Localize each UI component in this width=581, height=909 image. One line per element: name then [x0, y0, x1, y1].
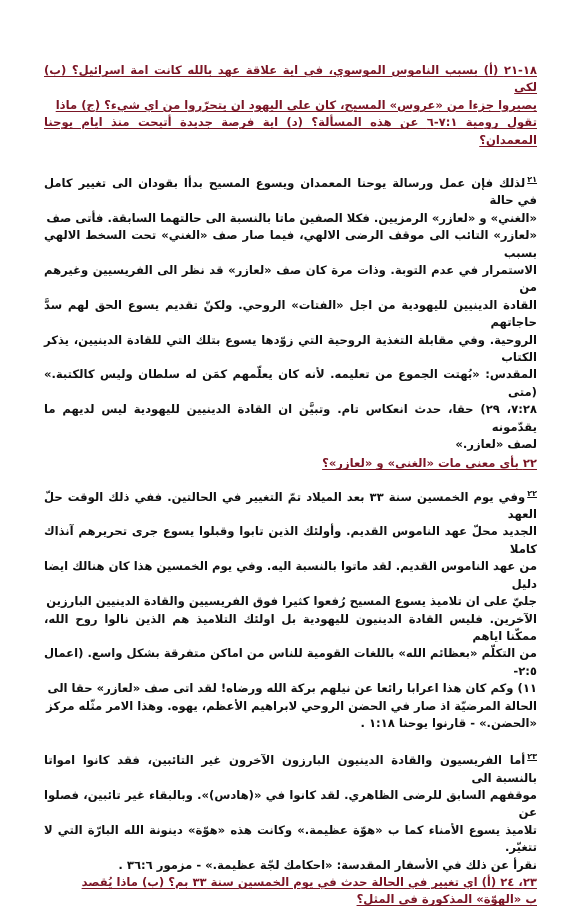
paragraph-line: «الحضن.» - قارنوا يوحنا ١:١٨ . — [360, 715, 537, 730]
paragraph-line: $^{٢٢}$وفي يوم الخمسين سنة ٣٣ بعد الميلاد تمّ التغيير في الحالتين. ففي ذلك الوقت حلّ العهد — [44, 488, 537, 522]
paragraph-line: $^{٢١}$لذلك فإن عمل ورسالة يوحنا المعمدان ويسوع المسيح بدأا بقودان الى تغيير كامل في حالة — [44, 175, 537, 208]
question-line: ١٨-٢١ (أ) بسبب الناموس الموسوي، في اية علاقة عهد بالله كانت امة اسرائيل؟ (ب) لكي — [44, 63, 537, 95]
paragraph-line: الاستمرار في عدم التوبة. وذات مرة كان صف «لعازر» قد نظر الى الفريسيين وغيرهم من — [44, 262, 537, 295]
paragraph-line: الآخرين. فليس القادة الدينيون لليهودية بل اولئك التلاميذ هم الذين نالوا روح الله، ممكّنا اياهم — [44, 611, 537, 643]
paragraph-number: ٢١ — [527, 175, 537, 185]
paragraph-line: المقدس: «بُهتت الجموع من تعليمه. لأنه كان يعلّمهم كمَن له سلطان وليس كالكتبة.» (متى — [44, 367, 537, 399]
paragraph-line: جليّ على ان تلاميذ يسوع المسيح رُفعوا كثيرا فوق الفريسيين والقادة الدينيين البارزين — [46, 594, 537, 609]
study-question-22 — [44, 455, 537, 472]
paragraph-line: لصف «لعازر.» — [455, 436, 537, 451]
paragraph-line: الروحية. وفي مقابلة التغذية الروحية التي زوّدها يسوع بتلك التي للقادة الدينيين، يذكر الكتاب — [44, 332, 537, 364]
paragraph-line: موقفهم السابق للرضى الظاهري. لقد كانوا في «(هادس)». وبالبقاء غير تائبين، فصلوا عن — [44, 788, 537, 820]
paragraph-line: الحالة المرضيّة اذ صار في الحضن الروحي لابراهيم الأعظم، يهوه. وهذا الامر مثّله مركز — [46, 698, 537, 713]
question-line: ٢٣، ٢٤ (أ) اي تغيير في الحالة حدث في يوم الخمسين سنة ٣٣ بم؟ (ب) ماذا يُقصد — [81, 875, 537, 890]
paragraph-21 — [44, 171, 537, 453]
paragraph-line: «لعازر» التائب الى موقف الرضى الالهي، فيما صار صف «الغني» تحت السخط الالهي بسبب — [44, 228, 537, 260]
paragraph-line: القادة الدينيين لليهودية من اجل «الفتات» الروحي. ولكنّ تقديم يسوع الحق لهم سدَّ حاجاتهم — [44, 297, 537, 330]
study-questions-18-21 — [44, 62, 537, 149]
question-line: ٢٢ بأي معنى مات «الغني» و «لعازر»؟ — [322, 456, 537, 471]
paragraph-23 — [44, 748, 537, 874]
question-line: يصيروا جزءا من «عروس» المسيح، كان على اليهود ان يتحرّروا من اي شيء؟ (ج) ماذا — [55, 97, 537, 112]
paragraph-line: $^{٢٣}$أما الفريسيون والقادة الدينيون البارزون الآخرون غير التائبين، فقد كانوا امواتا بالنسبة الى — [44, 752, 537, 785]
paragraph-number: ٢٢ — [527, 488, 537, 498]
paragraph-line: من عهد الناموس القديم. لقد ماتوا بالنسبة اليه. وفي يوم الخمسين هذا كان هنالك ايضا دليل — [44, 559, 537, 591]
paragraph-22 — [44, 485, 537, 733]
study-questions-23-24 — [44, 874, 537, 909]
paragraph-number: ٢٣ — [527, 752, 537, 762]
question-line: تقول رومية ٧:١-٦ عن هذه المسألة؟ (د) اية فرصة جديدة أتيحت منذ ايام يوحنا المعمدان؟ — [44, 115, 537, 147]
paragraph-line: من التكلّم «بعظائم الله» باللغات القومية للناس من اماكن متفرقة بشكل واسع. (اعمال ٢:٥- — [44, 646, 537, 678]
paragraph-line: ١١) وكم كان هذا اعرابا رائعا عن نيلهم بركة الله ورضاه! لقد اتى صف «لعازر» حقا الى — [47, 681, 537, 696]
paragraph-line: تلاميذ يسوع الأمناء كما ب «هوّة عظيمة.» وكانت هذه «هوّة» دينونة الله البارّة التي لا تتغيّر. — [44, 822, 537, 855]
paragraph-line: ٧:٢٨، ٢٩) حقا، حدث انعكاس تام. وتبيَّن ان القادة الدينيين لليهودية ليس لديهم ما يقدّمونه — [44, 402, 537, 434]
paragraph-line: «الغني» و «لعازر» الرمزيين. فكلا الصفين ماتا بالنسبة الى حالتهما السابقة. فأتى صف — [46, 210, 537, 225]
question-line: ب «الهوّة» المذكورة في المثل؟ — [356, 892, 537, 907]
paragraph-line: نقرأ عن ذلك في الأسفار المقدسة: «احكامك لجّة عظيمة.» - مزمور ٣٦:٦ . — [118, 857, 537, 872]
paragraph-line: الجديد محلّ عهد الناموس القديم. وأولئك الذين تابوا وقبلوا يسوع جرى تحريرهم آنذاك كاملا — [44, 524, 537, 556]
